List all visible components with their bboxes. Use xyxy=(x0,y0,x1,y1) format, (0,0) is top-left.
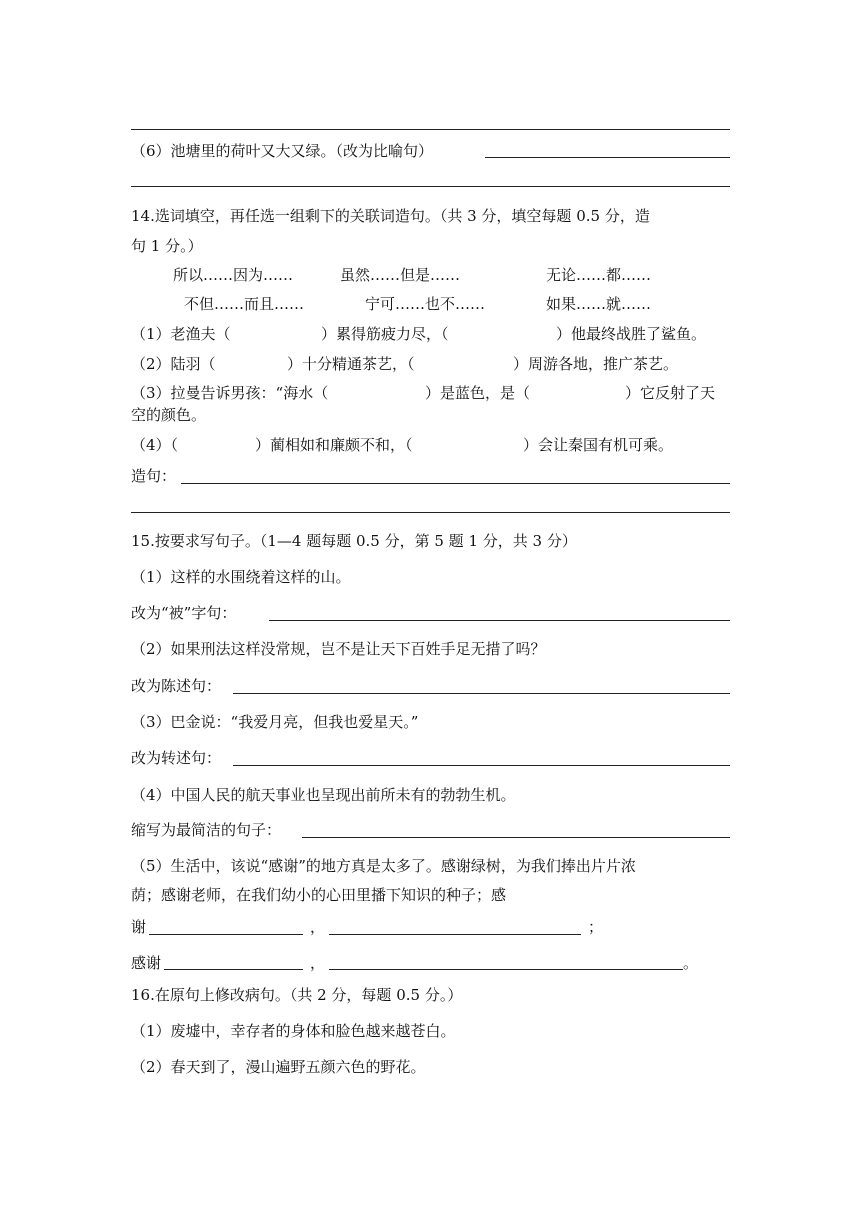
make-sentence-blank[interactable] xyxy=(181,483,730,484)
q15-item3: （3）巴金说：“我爱月亮，但我也爱星天。” xyxy=(131,713,419,731)
answer-blank-q15-4[interactable] xyxy=(302,837,730,838)
q15-item5-line3-start: 谢 xyxy=(131,918,147,936)
q14-item3-part3: ）它反射了天 xyxy=(625,384,716,402)
answer-blank-q13-6a[interactable] xyxy=(485,157,730,158)
q16-item2: （2）春天到了，漫山遍野五颜六色的野花。 xyxy=(131,1058,426,1076)
conjunction-option: 虽然……但是…… xyxy=(340,266,461,284)
q14-item3-part2: ）是蓝色，是（ xyxy=(425,384,531,402)
q16-item1: （1）废墟中，幸存者的身体和脸色越来越苍白。 xyxy=(131,1022,456,1040)
q15-item4-req: 缩写为最简洁的句子： xyxy=(131,821,282,839)
conjunction-option: 无论……都…… xyxy=(546,266,652,284)
q15-item2: （2）如果刑法这样没常规，岂不是让天下百姓手足无措了吗？ xyxy=(131,640,546,658)
answer-blank-q15-5c[interactable] xyxy=(164,969,303,970)
q14-item4-part2: ）蔺相如和廉颇不和，（ xyxy=(255,436,413,454)
q14-stem-line1: 14.选词填空，再任选一组剩下的关联词造句。（共 3 分，填空每题 0.5 分，造 xyxy=(131,207,650,225)
q14-item2-part2: ）十分精通茶艺，（ xyxy=(287,355,415,373)
q15-item5-line2: 荫；感谢老师，在我们幼小的心田里播下知识的种子；感 xyxy=(131,886,507,904)
q15-item2-req: 改为陈述句： xyxy=(131,677,222,695)
semicolon: ； xyxy=(588,918,604,936)
q14-item3-line2: 空的颜色。 xyxy=(131,406,207,424)
q16-stem: 16.在原句上修改病句。（共 2 分，每题 0.5 分。） xyxy=(131,986,463,1004)
q15-item5-line1: （5）生活中，该说“感谢”的地方真是太多了。感谢绿树，为我们捧出片片浓 xyxy=(131,857,636,875)
conjunction-option: 如果……就…… xyxy=(546,295,652,313)
q15-item3-req: 改为转述句： xyxy=(131,749,222,767)
answer-blank-q15-5b[interactable] xyxy=(329,934,581,935)
conjunction-option: 不但……而且…… xyxy=(184,295,305,313)
q14-item3-part1: （3）拉曼告诉男孩：“海水（ xyxy=(131,384,329,402)
q14-item1-part2: ）累得筋疲力尽，（ xyxy=(321,325,449,343)
q15-item1-req: 改为“被”字句： xyxy=(131,604,237,622)
q14-stem-line2: 句 1 分。） xyxy=(131,237,203,255)
q14-item1-part1: （1）老渔夫（ xyxy=(131,325,231,343)
q13-item6-text: （6）池塘里的荷叶又大又绿。（改为比喻句） xyxy=(131,142,434,160)
q14-item2-part3: ）周游各地，推广茶艺。 xyxy=(513,355,679,373)
q15-stem: 15.按要求写句子。（1—4 题每题 0.5 分，第 5 题 1 分，共 3 分） xyxy=(131,532,577,550)
conjunction-option: 所以……因为…… xyxy=(173,266,294,284)
q15-item5-line4-start: 感谢 xyxy=(131,954,162,972)
period: 。 xyxy=(683,954,699,972)
comma: ， xyxy=(310,918,326,936)
q15-item1: （1）这样的水围绕着这样的山。 xyxy=(131,568,351,586)
answer-blank-q15-3[interactable] xyxy=(233,765,730,766)
q14-item2-part1: （2）陆羽（ xyxy=(131,355,216,373)
q14-item4-part1: （4）（ xyxy=(131,436,179,454)
answer-blank-q15-2[interactable] xyxy=(233,693,730,694)
answer-line-q13-5[interactable] xyxy=(131,129,730,130)
make-sentence-label: 造句： xyxy=(131,467,177,485)
conjunction-option: 宁可……也不…… xyxy=(365,295,486,313)
make-sentence-line2[interactable] xyxy=(131,512,730,513)
q14-item1-part3: ）他最终战胜了鲨鱼。 xyxy=(556,325,707,343)
q14-item4-part3: ）会让秦国有机可乘。 xyxy=(523,436,674,454)
answer-blank-q15-5a[interactable] xyxy=(149,934,303,935)
q15-item4: （4）中国人民的航天事业也呈现出前所未有的勃勃生机。 xyxy=(131,786,516,804)
answer-blank-q15-1[interactable] xyxy=(269,620,730,621)
answer-line-q13-6b[interactable] xyxy=(131,186,730,187)
comma: ， xyxy=(310,954,326,972)
answer-blank-q15-5d[interactable] xyxy=(329,969,683,970)
